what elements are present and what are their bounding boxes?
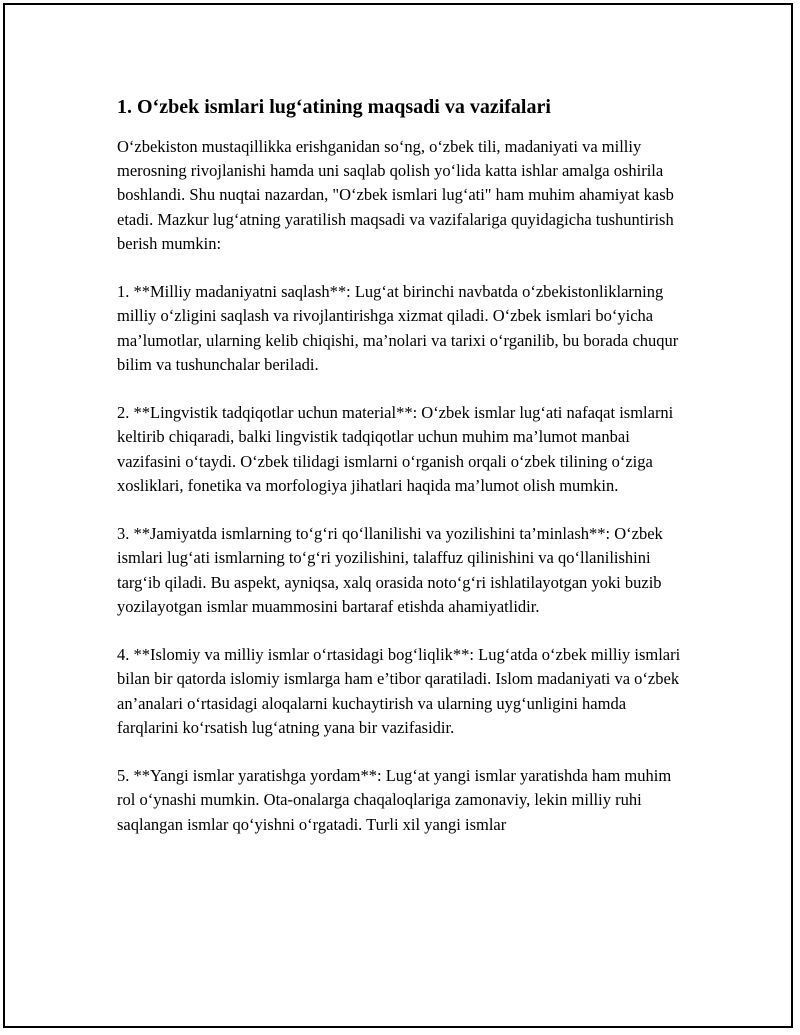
paragraph-item-5: 5. **Yangi ismlar yaratishga yordam**: Lug‘at yangi ismlar yaratishda ham muhim rol o‘ynashi mumkin. Ota-onalarga chaqaloqlariga zamonaviy, lekin milliy ruhi saqlangan ismlar qo‘yishni o‘rgatadi. Turli xil yangi ismlar bbox=[117, 766, 672, 834]
section-title: 1. O‘zbek ismlari lug‘atining maqsadi va vazifalari bbox=[117, 96, 551, 118]
intro-paragraph: O‘zbekiston mustaqillikka erishganidan so‘ng, o‘zbek tili, madaniyati va milliy merosning rivojlanishi hamda uni saqlab qolish yo‘lida katta ishlar amalga oshirila boshlandi. Shu nuqtai nazardan, "O‘zbek ismlari lug‘ati" ham muhim ahamiyat kasb etadi. Mazkur lug‘atning yaratilish maqsadi va vazifalariga quyidagicha tushuntirish berish mumkin: bbox=[117, 137, 674, 253]
paragraph-item-3: 3. **Jamiyatda ismlarning to‘g‘ri qo‘llanilishi va yozilishini ta’minlash**: O‘zbek ismlari lug‘ati ismlarning to‘g‘ri yozilishini, talaffuz qilinishini va qo‘llanilishini targ‘ib qiladi. Bu aspekt, ayniqsa, xalq orasida noto‘g‘ri ishlatilayotgan yoki buzib yozilayotgan ismlar muammosini bartaraf etishda ahamiyatlidir. bbox=[117, 524, 663, 616]
paragraph-item-1: 1. **Milliy madaniyatni saqlash**: Lug‘at birinchi navbatda o‘zbekistonliklarning milliy o‘zligini saqlash va rivojlantirishga xizmat qiladi. O‘zbek ismlari bo‘yicha ma’lumotlar, ularning kelib chiqishi, ma’nolari va tarixi o‘rganilib, bu borada chuqur bilim va tushunchalar beriladi. bbox=[117, 282, 679, 374]
document-body bbox=[117, 95, 687, 861]
paragraph-item-2: 2. **Lingvistik tadqiqotlar uchun material**: O‘zbek ismlar lug‘ati nafaqat ismlarni keltirib chiqaradi, balki lingvistik tadqiqotlar uchun muhim ma’lumot manbai vazifasini o‘taydi. O‘zbek tilidagi ismlarni o‘rganish orqali o‘zbek tilining o‘ziga xosliklari, fonetika va morfologiya jihatlari haqida ma’lumot olish mumkin. bbox=[117, 403, 674, 495]
paragraph-item-4: 4. **Islomiy va milliy ismlar o‘rtasidagi bog‘liqlik**: Lug‘atda o‘zbek milliy ismlari bilan bir qatorda islomiy ismlarga ham e’tibor qaratiladi. Islom madaniyati va o‘zbek an’analari o‘rtasidagi aloqalarni kuchaytirish va ularning uyg‘unligini hamda farqlarini ko‘rsatish lug‘atning yana bir vazifasidir. bbox=[117, 645, 681, 737]
